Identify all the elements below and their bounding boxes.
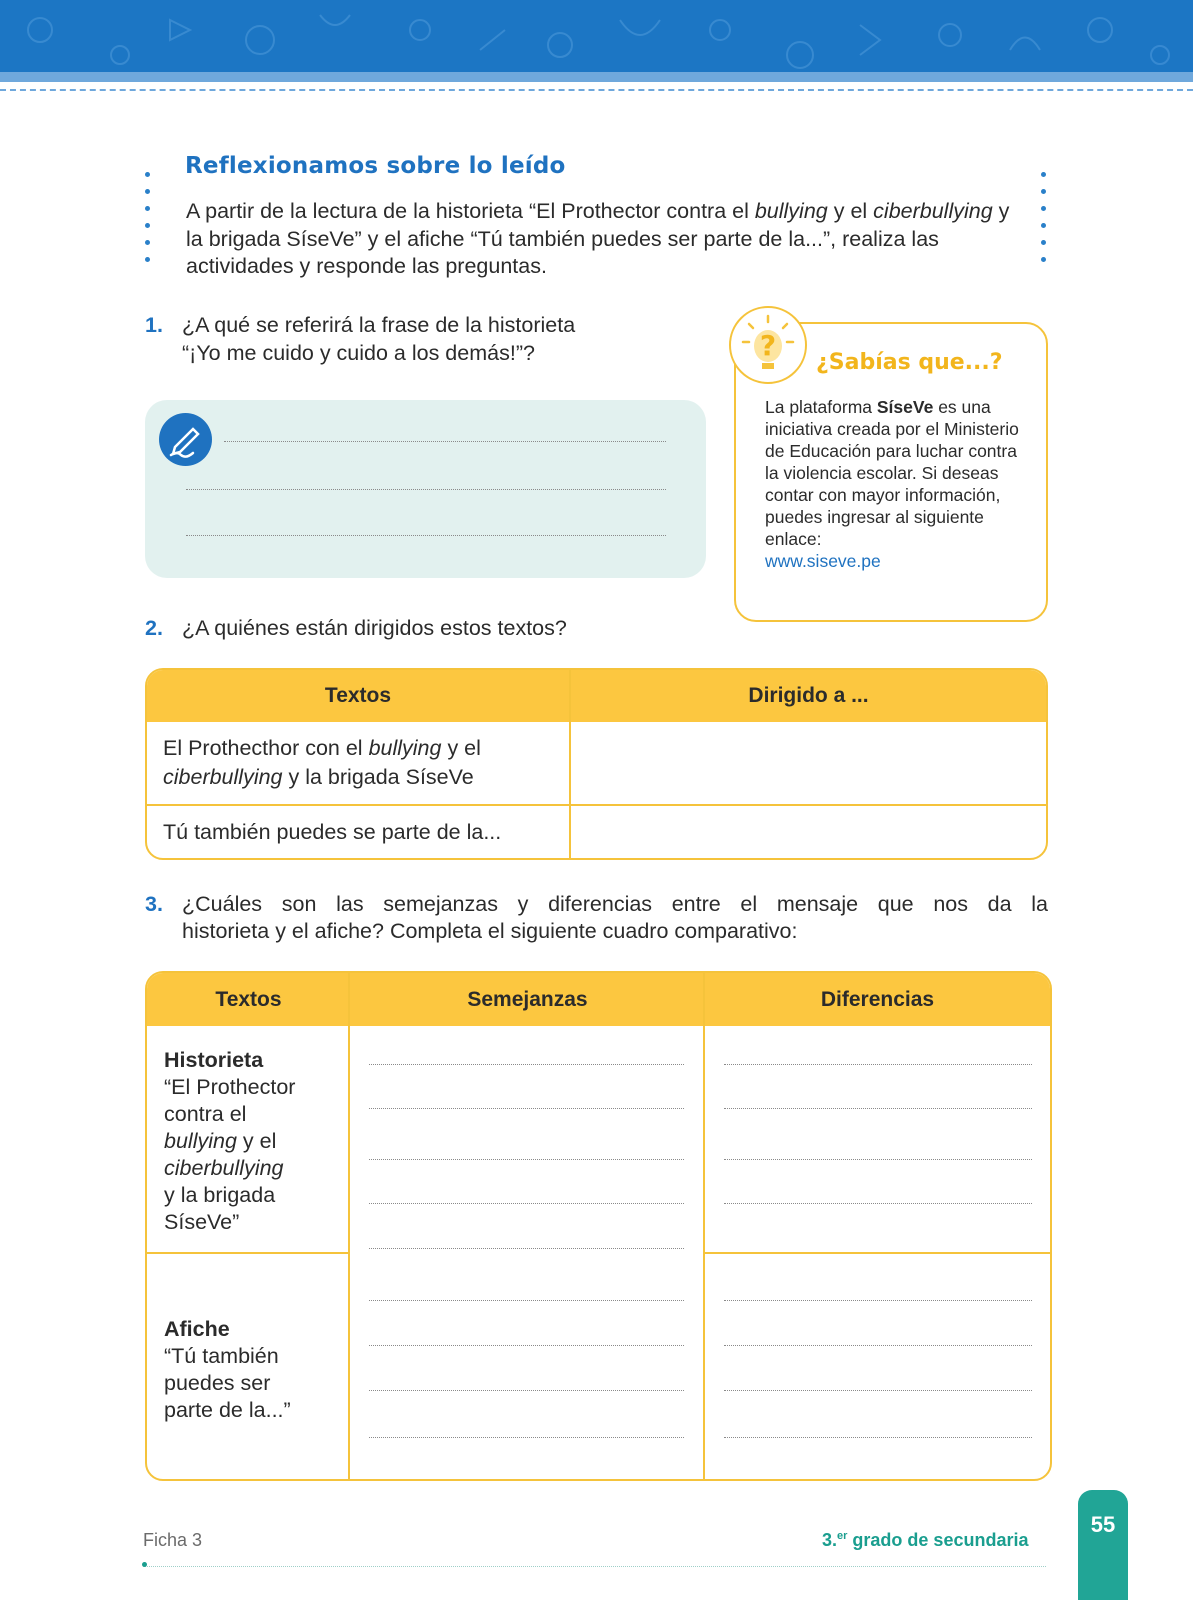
info-text: La plataforma SíseVe es una iniciativa creada por el Ministerio de Educación para luchar contra la violencia escolar. Si deseas contar con mayor información, puedes ingresar al siguiente enlace: www.siseve.pe [765, 397, 1019, 571]
question-number: 3. [145, 892, 163, 916]
question-number: 2. [145, 616, 163, 640]
question-2 [145, 614, 745, 644]
row-divider [147, 1252, 348, 1254]
table-header: Dirigido a ... [569, 670, 1046, 722]
semejanzas-line[interactable] [369, 1300, 684, 1301]
table-header: Textos [147, 670, 569, 722]
afiche-cell: Afiche “Tú también puedes ser parte de la...” [164, 1317, 291, 1422]
historieta-cell: Historieta “El Prothector contra el bullying y el ciberbullying y la brigada SíseVe” [164, 1048, 296, 1234]
semejanzas-line[interactable] [369, 1345, 684, 1346]
intro-paragraph: A partir de la lectura de la historieta “El Prothector contra el bullying y el ciberbullying y la brigada SíseVe” y el afiche “Tú también puedes ser parte de la...”, realiza las actividades y responde las preguntas. [186, 199, 1010, 278]
footer-dot [142, 1562, 147, 1567]
question-text: ¿A qué se referirá la frase de la historieta “¡Yo me cuido y cuido a los demás!”? [182, 313, 576, 365]
semejanzas-line[interactable] [369, 1248, 684, 1249]
banner-dashed-divider [0, 89, 1193, 91]
question-text: ¿A quiénes están dirigidos estos textos? [182, 616, 567, 640]
diferencias-line[interactable] [724, 1300, 1032, 1301]
semejanzas-line[interactable] [369, 1159, 684, 1160]
diferencias-line[interactable] [724, 1159, 1032, 1160]
table-header-row [147, 973, 1050, 1026]
answer-line[interactable] [186, 489, 666, 490]
diferencias-line[interactable] [724, 1437, 1032, 1438]
diferencias-line[interactable] [724, 1203, 1032, 1204]
footer-divider [143, 1566, 1046, 1567]
banner-stripe [0, 72, 1193, 82]
comparison-table [145, 971, 1052, 1481]
audience-table [145, 668, 1048, 860]
lightbulb-question-icon [729, 306, 807, 384]
info-title: ¿Sabías que...? [816, 350, 1003, 375]
table-header: Textos [215, 988, 282, 1011]
header-banner [0, 0, 1193, 72]
semejanzas-line[interactable] [369, 1064, 684, 1065]
answer-line[interactable] [224, 441, 666, 442]
answer-line[interactable] [186, 535, 666, 536]
row-divider [705, 1252, 1050, 1254]
question-text: historieta y el afiche? Completa el siguiente cuadro comparativo: [182, 919, 798, 943]
semejanzas-line[interactable] [369, 1203, 684, 1204]
answer-cell[interactable] [569, 722, 1046, 804]
siseve-link[interactable]: www.siseve.pe [765, 551, 881, 571]
question-number: 1. [145, 313, 163, 337]
diferencias-line[interactable] [724, 1390, 1032, 1391]
footer-grade-label: 3.$^{er}$ grado de secundaria [822, 1530, 1029, 1550]
column-divider [348, 973, 350, 1479]
table-cell-text: El Prothecthor con el bullying y el ciberbullying y la brigada SíseVe [163, 736, 481, 789]
banner-doodles [0, 0, 1193, 72]
table-cell-text: Tú también puedes se parte de la... [147, 804, 569, 858]
table-header: Semejanzas [467, 988, 588, 1011]
semejanzas-line[interactable] [369, 1108, 684, 1109]
page-number-tab [1078, 1490, 1128, 1600]
answer-cell[interactable] [569, 804, 1046, 858]
question-1 [145, 311, 705, 371]
page-number: 55 [1090, 1512, 1116, 1537]
question-3 [145, 890, 1048, 950]
right-dot-column [1041, 172, 1047, 274]
section-title: Reflexionamos sobre lo leído [185, 153, 566, 179]
semejanzas-line[interactable] [369, 1390, 684, 1391]
svg-text:?: ? [759, 329, 777, 362]
diferencias-line[interactable] [724, 1345, 1032, 1346]
question-text: ¿Cuáles son las semejanzas y diferencias entre el mensaje que nos da la [182, 892, 1048, 916]
semejanzas-line[interactable] [369, 1437, 684, 1438]
pencil-icon [159, 413, 212, 466]
diferencias-line[interactable] [724, 1108, 1032, 1109]
diferencias-line[interactable] [724, 1064, 1032, 1065]
column-divider [703, 973, 705, 1479]
table-header: Diferencias [820, 988, 935, 1011]
footer-worksheet-label: Ficha 3 [143, 1530, 203, 1550]
left-dot-column [145, 172, 151, 274]
